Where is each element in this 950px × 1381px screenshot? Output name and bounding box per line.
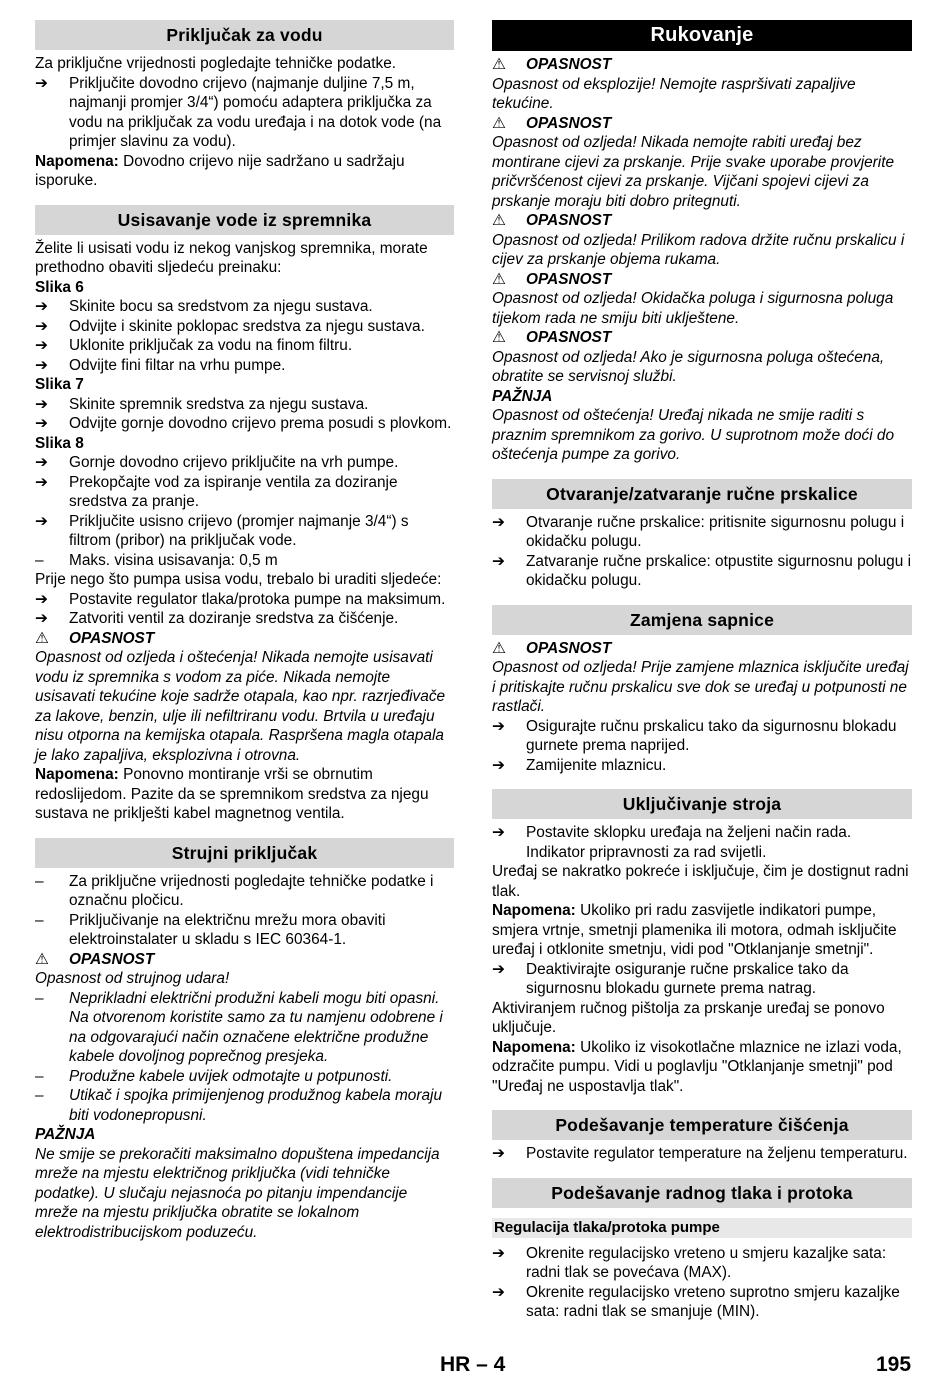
- arrow-icon: ➔: [35, 473, 48, 491]
- subheading-pressure-regulation: Regulacija tlaka/protoka pumpe: [492, 1218, 912, 1238]
- caution-text: Opasnost od oštećenja! Uređaj nikada ne smije raditi s praznim spremnikom za gorivo. U suprotnom može doći do oštećenja pumpe za gorivo.: [492, 407, 895, 463]
- arrow-icon: ➔: [492, 1244, 505, 1262]
- warning-icon: ⚠: [492, 212, 506, 229]
- warning-icon: ⚠: [492, 329, 506, 346]
- figure-label: Slika 6: [35, 278, 84, 296]
- list-item: ➔ Priključite dovodno crijevo (najmanje duljine 7,5 m, najmanji promjer 3/4“) pomoću adaptera priključka za vodu na priključak za vodu uređaja i na dotok vode (na primjer slavinu za vodu).: [35, 74, 442, 150]
- warning-icon: ⚠: [492, 270, 506, 288]
- warning-label: ⚠ OPASNOST: [492, 212, 612, 229]
- arrow-icon: ➔: [492, 552, 505, 570]
- list-item: ➔ Postavite sklopku uređaja na željeni način rada. Indikator pripravnosti za rad svijetli.: [492, 824, 852, 861]
- note: Napomena: Ukoliko iz visokotlačne mlaznice ne izlazi voda, odzračite pumpu. Vidi u poglavlju "Otklanjanje smetnji" pod "Uređaj ne uspostavlja tlak".: [492, 1038, 902, 1095]
- warning-icon: ⚠: [35, 629, 49, 647]
- list-item: – Za priključne vrijednosti pogledajte tehničke podatke i označnu pločicu.: [35, 872, 434, 909]
- caution-text: Ne smije se prekoračiti maksimalno dopuštena impedancija mreže na mjestu električnog priključka (vidi tehničke podatke). U slučaju nejasnoća po pitanju impendancije mreže na mjestu priključka obratite se lokalnom elektrodistribucijskom poduzeću.: [35, 1145, 440, 1241]
- warning-text: Opasnost od ozljeda! Ako je sigurnosna poluga oštećena, obratite se servisnoj službi.: [492, 348, 885, 385]
- list-item: ➔ Okrenite regulacijsko vreteno suprotno smjeru kazaljke sata: radni tlak se smanjuje (MIN).: [492, 1283, 900, 1320]
- warning-label: ⚠ OPASNOST: [35, 629, 155, 647]
- list-item: ➔ Otvaranje ručne prskalice: pritisnite sigurnosnu polugu i okidačku polugu.: [492, 513, 905, 550]
- figure-label: Slika 7: [35, 376, 84, 393]
- arrow-icon: ➔: [492, 756, 505, 774]
- dash-icon: –: [35, 551, 44, 569]
- figure-label: Slika 8: [35, 434, 84, 452]
- language-page-code: HR – 4: [440, 1353, 506, 1376]
- arrow-icon: ➔: [35, 337, 48, 354]
- arrow-icon: ➔: [492, 1145, 505, 1162]
- warning-text: Opasnost od ozljeda i oštećenja! Nikada nemojte usisavati vodu iz spremnika s vodom za piće. Nikada nemojte usisavati tekućine koje sadrže otapala, kao npr. razrjeđivače za lakove, benzin, ulje ili nefiltriranu vodu. Brtvila u uređaju nisu otporna na kemijska otapala. Raspršena magla otapala je lako zapaljiva, eksplozivna i otrovna.: [35, 649, 446, 764]
- warning-label: ⚠ OPASNOST: [492, 114, 612, 132]
- warning-label: ⚠ OPASNOST: [492, 639, 612, 657]
- list-item: ➔ Okrenite regulacijsko vreteno u smjeru kazaljke sata: radni tlak se povećava (MAX).: [492, 1244, 887, 1281]
- arrow-icon: ➔: [35, 356, 48, 374]
- heading-nozzle-change: Zamjena sapnice: [492, 605, 912, 635]
- warning-icon: ⚠: [492, 114, 506, 132]
- list-item: – Neprikladni električni produžni kabeli mogu biti opasni. Na otvorenom koristite samo za tu namjenu odobrene i na odgovarajući način označene električne produžne kabele dovoljnog poprečnog presjeka.: [35, 989, 443, 1065]
- paragraph: Aktiviranjem ručnog pištolja za prskanje uređaj se ponovo uključuje.: [492, 999, 885, 1036]
- warning-text: Opasnost od ozljeda! Prije zamjene mlaznica isključite uređaj i pritiskajte ručnu prskalicu sve dok se uređaj u potpunosti ne rastlači.: [492, 659, 909, 715]
- list-item: – Maks. visina usisavanja: 0,5 m: [35, 551, 278, 569]
- list-item: ➔ Zatvoriti ventil za doziranje sredstva za čišćenje.: [35, 610, 399, 627]
- list-item: ➔ Gornje dovodno crijevo priključite na vrh pumpe.: [35, 454, 399, 471]
- arrow-icon: ➔: [35, 512, 48, 530]
- warning-label: ⚠ OPASNOST: [492, 329, 612, 346]
- paragraph: Uređaj se nakratko pokreće i isključuje, čim je dostignut radni tlak.: [492, 863, 909, 900]
- list-item: ➔ Deaktivirajte osiguranje ručne prskalice tako da sigurnosnu blokadu gurnete prema natrag.: [492, 960, 849, 997]
- list-item: ➔ Priključite usisno crijevo (promjer najmanje 3/4“) s filtrom (pribor) na priključak vode.: [35, 512, 409, 549]
- list-item: ➔ Osigurajte ručnu prskalicu tako da sigurnosnu blokadu gurnete prema naprijed.: [492, 717, 897, 754]
- list-item: ➔ Odvijte gornje dovodno crijevo prema posudi s plovkom.: [35, 415, 452, 432]
- warning-label: ⚠ OPASNOST: [35, 950, 155, 968]
- dash-icon: –: [35, 911, 44, 929]
- warning-text: Opasnost od ozljeda! Okidačka poluga i sigurnosna poluga tijekom rada ne smiju biti uklještene.: [492, 290, 894, 327]
- warning-label: ⚠ OPASNOST: [492, 56, 612, 73]
- list-item: ➔ Zatvaranje ručne prskalice: otpustite sigurnosnu polugu i okidačku polugu.: [492, 552, 911, 589]
- arrow-icon: ➔: [492, 717, 505, 735]
- list-item: ➔ Zamijenite mlaznicu.: [492, 756, 667, 774]
- list-item: – Priključivanje na električnu mrežu mora obaviti elektroinstalater u skladu s IEC 60364-1.: [35, 911, 386, 948]
- warning-text: Opasnost od ozljeda! Prilikom radova držite ručnu prskalicu i cijev za prskanje objema rukama.: [492, 231, 905, 268]
- warning-icon: ⚠: [35, 950, 49, 968]
- note: Napomena: Dovodno crijevo nije sadržano u sadržaju isporuke.: [35, 152, 405, 189]
- warning-icon: ⚠: [492, 639, 506, 657]
- heading-power-connection: Strujni priključak: [35, 838, 454, 868]
- page-number: 195: [876, 1353, 912, 1376]
- arrow-icon: ➔: [35, 415, 48, 432]
- heading-pressure-flow: Podešavanje radnog tlaka i protoka: [492, 1178, 912, 1208]
- heading-suction: Usisavanje vode iz spremnika: [35, 205, 454, 235]
- warning-text: Opasnost od strujnog udara!: [35, 970, 230, 987]
- list-item: – Produžne kabele uvijek odmotajte u potpunosti.: [35, 1067, 393, 1085]
- arrow-icon: ➔: [35, 590, 48, 608]
- arrow-icon: ➔: [492, 960, 505, 978]
- arrow-icon: ➔: [35, 298, 48, 315]
- paragraph: Želite li usisati vodu iz nekog vanjskog spremnika, morate prethodno obaviti sljedeću preinaku:: [35, 239, 428, 276]
- list-item: ➔ Odvijte fini filtar na vrhu pumpe.: [35, 356, 286, 374]
- list-item: ➔ Skinite bocu sa sredstvom za njegu sustava.: [35, 298, 373, 315]
- list-item: ➔ Postavite regulator tlaka/protoka pumpe na maksimum.: [35, 590, 446, 608]
- arrow-icon: ➔: [492, 824, 505, 841]
- list-item: – Utikač i spojka primijenjenog produžnog kabela moraju biti vodonepropusni.: [35, 1087, 442, 1124]
- warning-label: ⚠ OPASNOST: [492, 270, 612, 288]
- list-item: ➔ Odvijte i skinite poklopac sredstva za njegu sustava.: [35, 317, 425, 335]
- dash-icon: –: [35, 872, 44, 890]
- list-item: ➔ Uklonite priključak za vodu na finom filtru.: [35, 337, 353, 354]
- note: Napomena: Ukoliko pri radu zasvijetle indikatori pumpe, smjera vrtnje, smetnji plamenika ili motora, odmah isključite uređaj i otklonite smetnju, vidi pod "Otklanjanje smetnji".: [492, 902, 897, 958]
- list-item: ➔ Postavite regulator temperature na željenu temperaturu.: [492, 1145, 908, 1162]
- heading-temperature: Podešavanje temperature čišćenja: [492, 1110, 912, 1140]
- warning-text: Opasnost od eksplozije! Nemojte raspršivati zapaljive tekućine.: [492, 75, 856, 112]
- heading-open-close-gun: Otvaranje/zatvaranje ručne prskalice: [492, 479, 912, 509]
- paragraph: Prije nego što pumpa usisa vodu, trebalo bi uraditi sljedeće:: [35, 571, 442, 588]
- list-item: ➔ Prekopčajte vod za ispiranje ventila za doziranje sredstva za pranje.: [35, 473, 398, 510]
- arrow-icon: ➔: [35, 454, 48, 471]
- dash-icon: –: [35, 1087, 44, 1104]
- caution-label: PAŽNJA: [492, 387, 553, 405]
- note: Napomena: Ponovno montiranje vrši se obrnutim redoslijedom. Pazite da se spremnikom sredstva za njegu sustava ne priklješti kabel magnetnog ventila.: [35, 766, 429, 822]
- warning-text: Opasnost od ozljeda! Nikada nemojte rabiti uređaj bez montirane cijevi za prskanje. Prije svake uporabe provjerite pričvršćenost cijevi za prskanje. Vijčani spojevi cijevi za prskanje moraju biti dobro pritegnuti.: [492, 134, 895, 210]
- arrow-icon: ➔: [35, 317, 48, 335]
- list-item: ➔ Skinite spremnik sredstva za njegu sustava.: [35, 395, 369, 413]
- arrow-icon: ➔: [35, 395, 48, 413]
- arrow-icon: ➔: [492, 1283, 505, 1301]
- heading-operation: Rukovanje: [492, 20, 912, 51]
- arrow-icon: ➔: [492, 513, 505, 531]
- left-column: [35, 20, 454, 1242]
- dash-icon: –: [35, 1067, 44, 1085]
- heading-water-connection: Priključak za vodu: [35, 20, 454, 50]
- arrow-icon: ➔: [35, 610, 48, 627]
- paragraph: Za priključne vrijednosti pogledajte tehničke podatke.: [35, 55, 397, 72]
- right-column: [492, 20, 912, 1322]
- heading-switch-on: Uključivanje stroja: [492, 789, 912, 819]
- warning-icon: ⚠: [492, 56, 506, 73]
- caution-label: PAŽNJA: [35, 1126, 96, 1143]
- dash-icon: –: [35, 989, 44, 1007]
- arrow-icon: ➔: [35, 74, 48, 92]
